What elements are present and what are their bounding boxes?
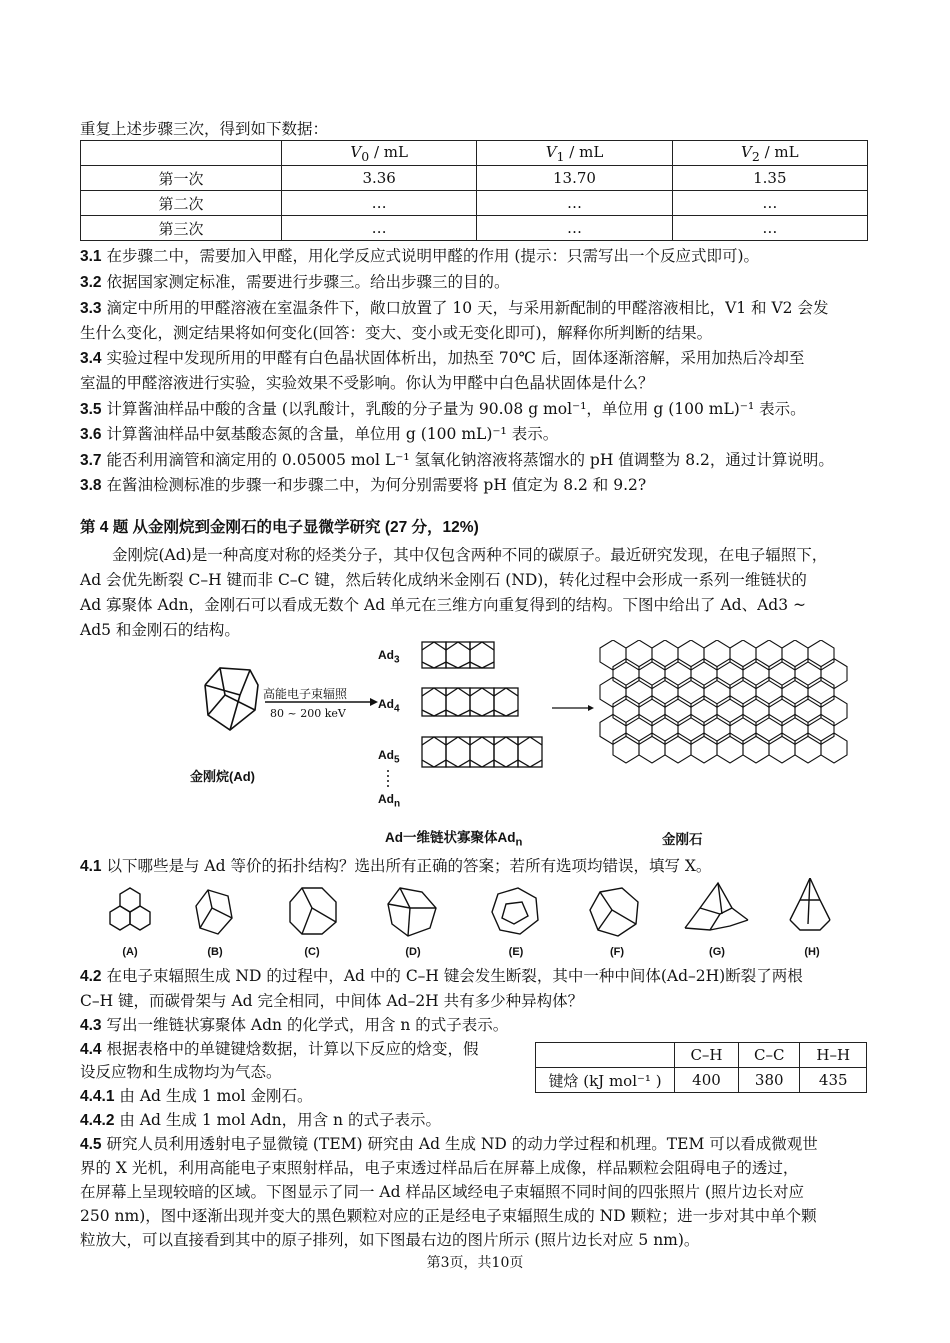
ad5-chain [422, 737, 542, 767]
lattice-cell [821, 696, 847, 726]
option-label-b: (B) [207, 946, 223, 958]
question-4-intro-line: 金刚烷(Ad)是一种高度对称的烃类分子，其中仅包含两种不同的碳原子。最近研究发现，在电子辐照下， [112, 546, 828, 564]
lattice-cell [769, 696, 795, 726]
table-row [81, 216, 868, 241]
lattice-cell [808, 640, 834, 670]
lattice-cell [600, 640, 626, 670]
table-cell: … [672, 216, 867, 241]
question-4-intro-line: Ad 会优先断裂 C–H 键而非 C–C 键，然后转化成纳米金刚石 (ND)，转化过程中会形成一系列一维链状的 [80, 571, 807, 589]
lattice-cell [639, 733, 665, 763]
lattice-cell [795, 733, 821, 763]
adamantane-structure [205, 668, 258, 730]
lattice-cell [613, 696, 639, 726]
lattice-cell [717, 659, 743, 689]
table-cell: … [282, 191, 477, 216]
table-header-cell: $V_1$ / mL [477, 141, 672, 166]
table-row [81, 191, 868, 216]
lattice-cell [808, 677, 834, 707]
question-3-6: 3.6 计算酱油样品中氨基酸态氮的含量，单位用 g (100 mL)⁻¹ 表示。 [80, 425, 559, 443]
page-footer: 第3页，共10页 [426, 1255, 524, 1271]
question-4-5-cont: 250 nm)，图中逐渐出现并变大的黑色颗粒对应的正是经电子束辐照生成的 ND 颗粒；进一步对其中单个颗 [80, 1207, 817, 1225]
option-label-a: (A) [122, 946, 138, 958]
table-header-cell: C–C [738, 1043, 800, 1068]
lattice-cell [743, 696, 769, 726]
table-header-cell: H–H [800, 1043, 867, 1068]
lattice-cell [756, 714, 782, 744]
option-label-e: (E) [508, 946, 524, 958]
lattice-cell [691, 659, 717, 689]
lattice-cell [639, 696, 665, 726]
question-4-2-cont: C–H 键，而碳骨架与 Ad 完全相同，中间体 Ad–2H 共有多少种异构体？ [80, 992, 584, 1010]
adamantane-diamond-figure [180, 640, 880, 850]
lattice-cell [808, 714, 834, 744]
option-label-c: (C) [304, 946, 320, 958]
lattice-cell [691, 733, 717, 763]
ad4-chain [422, 688, 518, 716]
table-header-cell [81, 141, 282, 166]
question-4-5-cont: 在屏幕上呈现较暗的区域。下图显示了同一 Ad 样品区域经电子束辐照不同时间的四张照片 (照片边长对应 [80, 1183, 804, 1201]
question-3-8: 3.8 在酱油检测标准的步骤一和步骤二中，为何分别需要将 pH 值定为 8.2 和 9.2? [80, 476, 647, 494]
chain-caption: Ad一维链状寡聚体$Ad_n$ [385, 830, 523, 849]
table-header-cell: $V_2$ / mL [672, 141, 867, 166]
table-cell: 第一次 [81, 166, 282, 191]
chain-label-ad5: $Ad_5$ [378, 748, 400, 766]
table-cell: 1.35 [672, 166, 867, 191]
question-4-title: 第 4 题 从金刚烷到金刚石的电子显微学研究 (27 分，12%) [80, 519, 479, 536]
option-structures [100, 878, 840, 948]
lattice-cell [782, 677, 808, 707]
table-row [81, 166, 868, 191]
lattice-cell [730, 677, 756, 707]
lattice-cell [665, 696, 691, 726]
lattice-cell [613, 659, 639, 689]
table-cell: 435 [800, 1068, 867, 1093]
lattice-cell [678, 640, 704, 670]
option-b-structure [196, 890, 232, 934]
option-e-structure [492, 888, 538, 934]
lattice-cell [652, 677, 678, 707]
table-cell: 第二次 [81, 191, 282, 216]
option-f-structure [590, 888, 638, 936]
question-3-5: 3.5 计算酱油样品中酸的含量 (以乳酸计，乳酸的分子量为 90.08 g mol⁻¹，单位用 g (100 mL)⁻¹ 表示。 [80, 400, 806, 418]
table-header-cell: $V_0$ / mL [282, 141, 477, 166]
question-4-4-1: 4.4.1 由 Ad 生成 1 mol 金刚石。 [80, 1087, 313, 1105]
lattice-cell [626, 640, 652, 670]
lattice-cell [756, 677, 782, 707]
lattice-cell [756, 640, 782, 670]
data-table [80, 140, 868, 241]
question-3-4: 3.4 实验过程中发现所用的甲醛有白色晶状固体析出，加热至 70℃ 后，固体逐渐溶解，采用加热后冷却至 [80, 349, 805, 367]
adamantane-label: 金刚烷(Ad) [190, 769, 255, 784]
option-c-structure [290, 888, 336, 934]
question-4-intro-line: Ad5 和金刚石的结构。 [80, 621, 240, 639]
lattice-cell [704, 677, 730, 707]
lattice-cell [730, 640, 756, 670]
question-3-3-cont: 生什么变化，测定结果将如何变化(回答：变大、变小或无变化即可)，解释你所判断的结果。 [80, 324, 713, 342]
lattice-cell [704, 714, 730, 744]
lattice-cell [782, 640, 808, 670]
table-cell: 380 [738, 1068, 800, 1093]
chain-label-adn: $Ad_n$ [378, 792, 401, 810]
arrow-label-bottom: 80 ~ 200 keV [270, 707, 346, 720]
bond-enthalpy-table [535, 1042, 867, 1093]
question-4-4-cont: 设反应物和生成物均为气态。 [80, 1063, 282, 1081]
lattice-cell [730, 714, 756, 744]
lattice-cell [639, 659, 665, 689]
lattice-cell [613, 733, 639, 763]
lattice-cell [743, 659, 769, 689]
question-4-4: 4.4 根据表格中的单键键焓数据，计算以下反应的焓变，假 [80, 1040, 479, 1058]
chain-label-ad4: $Ad_4$ [378, 697, 400, 715]
table-header-row [81, 141, 868, 166]
question-4-intro-line: Ad 寡聚体 Adn，金刚石可以看成无数个 Ad 单元在三维方向重复得到的结构。下图中给出了 Ad、Ad3 ~ [80, 596, 806, 614]
lattice-cell [600, 714, 626, 744]
lattice-cell [717, 733, 743, 763]
question-3-7: 3.7 能否利用滴管和滴定用的 0.05005 mol L⁻¹ 氢氧化钠溶液将蒸馏水的 pH 值调整为 8.2，通过计算说明。 [80, 451, 834, 469]
table-cell: 400 [675, 1068, 739, 1093]
ad3-chain [422, 642, 494, 668]
table-header-row [536, 1043, 867, 1068]
question-4-5-cont: 界的 X 光机，利用高能电子束照射样品，电子束透过样品后在屏幕上成像，样品颗粒会阻碍电子的透过， [80, 1159, 799, 1177]
lattice-cell [626, 677, 652, 707]
question-4-2: 4.2 在电子束辐照生成 ND 的过程中，Ad 中的 C–H 键会发生断裂，其中一种中间体(Ad–2H)断裂了两根 [80, 967, 803, 985]
table-cell: … [282, 216, 477, 241]
lattice-cell [717, 696, 743, 726]
lattice-cell [821, 733, 847, 763]
lattice-cell [782, 714, 808, 744]
lattice-cell [665, 733, 691, 763]
lattice-cell [691, 696, 717, 726]
option-g-structure [685, 883, 748, 930]
question-3-2: 3.2 依据国家测定标准，需要进行步骤三。给出步骤三的目的。 [80, 273, 510, 291]
option-a-structure [110, 888, 150, 930]
chain-label-ad3: $Ad_3$ [378, 648, 400, 666]
lattice-cell [795, 659, 821, 689]
lattice-cell [600, 677, 626, 707]
lattice-cell [769, 659, 795, 689]
lattice-cell [821, 659, 847, 689]
lattice-cell [652, 640, 678, 670]
lattice-cell [769, 733, 795, 763]
table-header-cell [536, 1043, 675, 1068]
option-d-structure [388, 888, 436, 936]
table-cell: 键焓 (kJ mol⁻¹ ) [536, 1068, 675, 1093]
table-cell: … [477, 191, 672, 216]
option-label-f: (F) [609, 946, 625, 958]
lattice-cell [678, 714, 704, 744]
lattice-cell [678, 677, 704, 707]
table-cell: … [477, 216, 672, 241]
question-4-5-cont: 粒放大，可以直接看到其中的原子排列，如下图最右边的图片所示 (照片边长对应 5 nm)。 [80, 1231, 700, 1249]
option-label-h: (H) [804, 946, 820, 958]
question-3-3: 3.3 滴定中所用的甲醛溶液在室温条件下，敞口放置了 10 天，与采用新配制的甲醛溶液相比，V1 和 V2 会发 [80, 299, 829, 317]
question-4-5: 4.5 研究人员利用透射电子显微镜 (TEM) 研究由 Ad 生成 ND 的动力学过程和机理。TEM 可以看成微观世 [80, 1135, 818, 1153]
table-header-cell: C–H [675, 1043, 739, 1068]
lattice-cell [795, 696, 821, 726]
lattice-cell [665, 659, 691, 689]
lattice-cell [704, 640, 730, 670]
table-row [536, 1068, 867, 1093]
lattice-cell [652, 714, 678, 744]
question-3-1: 3.1 在步骤二中，需要加入甲醛，用化学反应式说明甲醛的作用 (提示：只需写出一个反应式即可)。 [80, 247, 760, 265]
intro-text: 重复上述步骤三次，得到如下数据： [80, 120, 329, 138]
question-4-3: 4.3 写出一维链状寡聚体 Adn 的化学式，用含 n 的式子表示。 [80, 1016, 509, 1034]
diamond-lattice [600, 640, 847, 763]
lattice-cell [626, 714, 652, 744]
table-cell: 3.36 [282, 166, 477, 191]
table-cell: 第三次 [81, 216, 282, 241]
question-4-4-2: 4.4.2 由 Ad 生成 1 mol Adn，用含 n 的式子表示。 [80, 1111, 441, 1129]
option-label-d: (D) [405, 946, 421, 958]
option-label-g: (G) [709, 946, 725, 958]
arrow-label-top: 高能电子束辐照 [263, 687, 348, 701]
lattice-cell [743, 733, 769, 763]
option-h-structure [790, 878, 830, 930]
table-cell: … [672, 191, 867, 216]
diamond-caption: 金刚石 [662, 832, 703, 847]
table-cell: 13.70 [477, 166, 672, 191]
question-3-4-cont: 室温的甲醛溶液进行实验，实验效果不受影响。你认为甲醛中白色晶状固体是什么？ [80, 374, 654, 392]
question-4-1: 4.1 以下哪些是与 Ad 等价的拓扑结构？选出所有正确的答案；若所有选项均错误，填写 X。 [80, 857, 712, 875]
